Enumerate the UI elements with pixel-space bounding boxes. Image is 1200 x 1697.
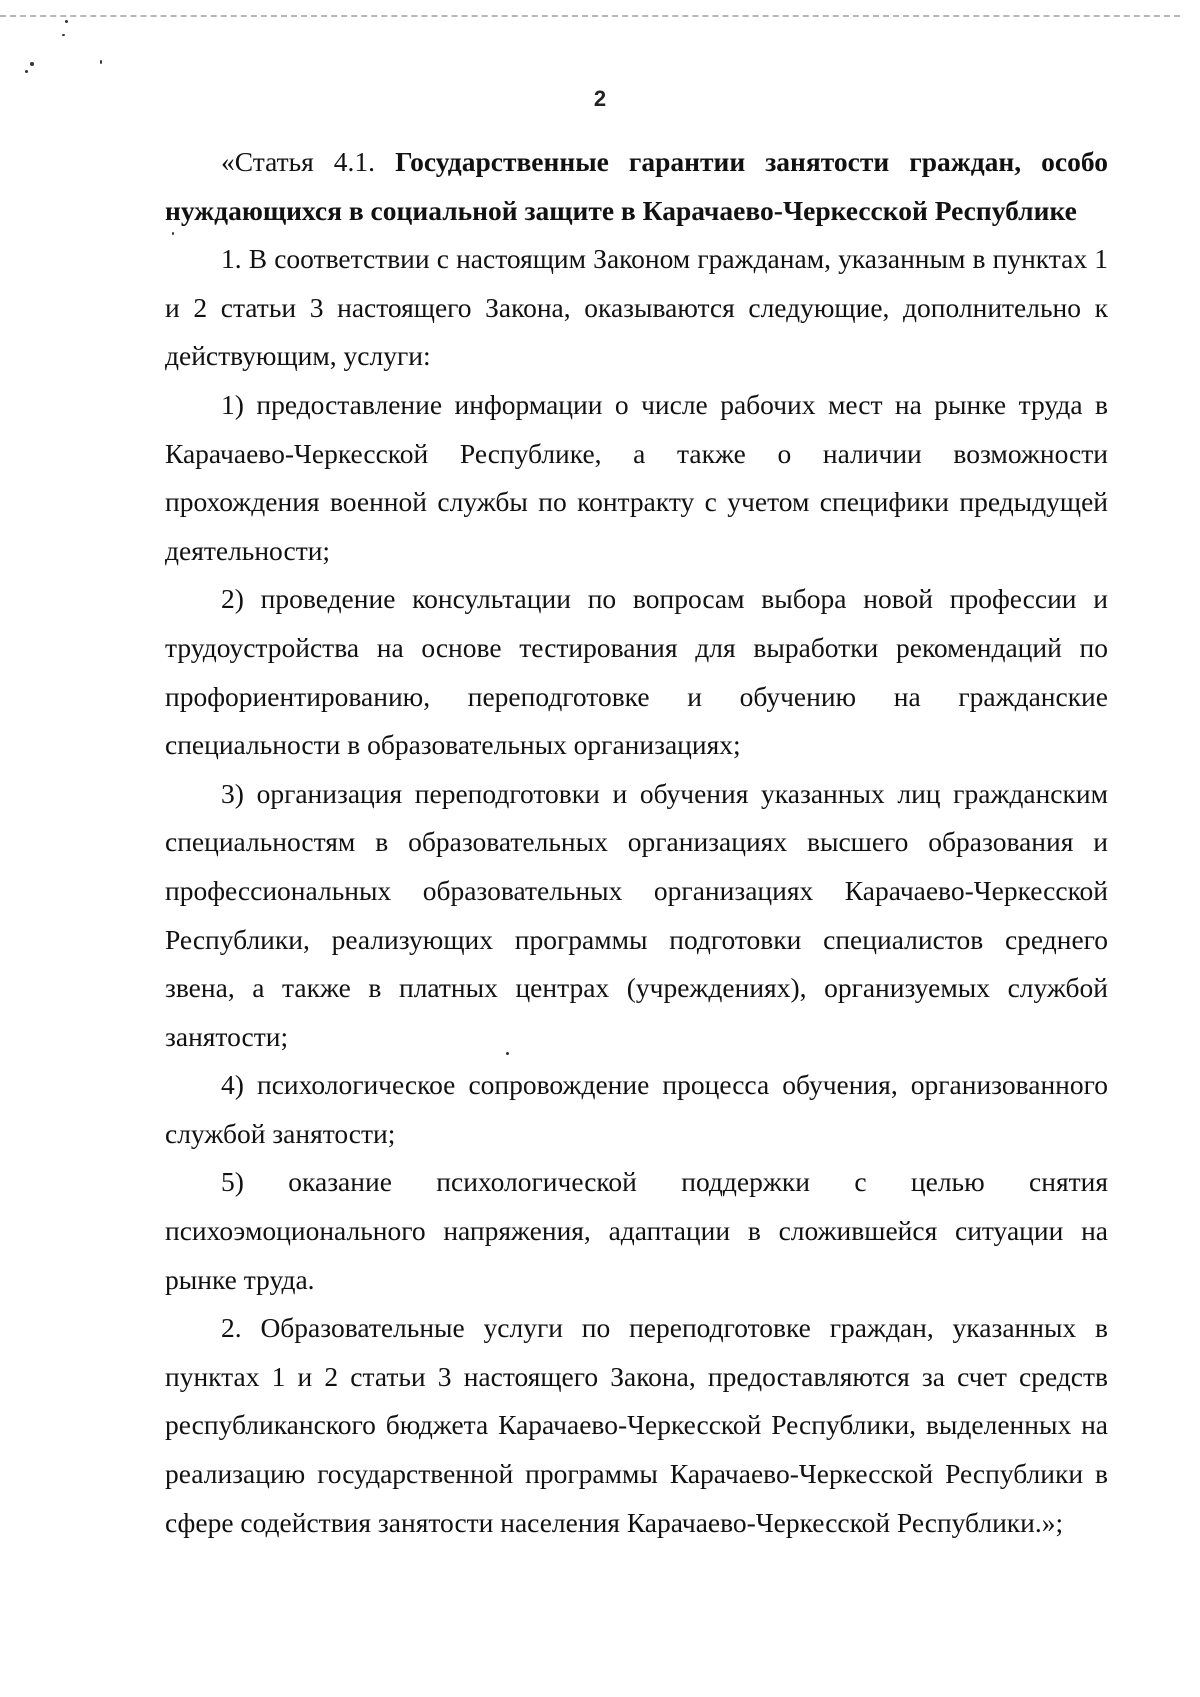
article-prefix: «Статья 4.1. xyxy=(221,146,376,177)
scan-edge-line xyxy=(0,15,1180,17)
paragraph-2: 2. Образовательные услуги по переподготовке граждан, указанных в пунктах 1 и 2 статьи 3 настоящего Закона, предоставляются за счет средств республиканского бюджета Карачаево-Черкесской Республики, выделенных на реализацию государственной программы Карачаево-Черкесской Республики в сфере содействия занятости населения Карачаево-Черкесской Республики.»; xyxy=(165,1312,1108,1538)
page-number: 2 xyxy=(593,86,607,111)
scan-speck xyxy=(65,20,68,23)
article-heading xyxy=(165,138,1108,235)
scan-speck xyxy=(25,70,28,73)
scan-speck xyxy=(30,62,34,66)
article-title: Государственные гарантии занятости граждан, особо нуждающихся в социальной защите в Карачаево-Черкесской Республике xyxy=(165,146,1108,226)
paragraph-1: 1. В соответствии с настоящим Законом гражданам, указанным в пунктах 1 и 2 статьи 3 настоящего Закона, оказываются следующие, дополнительно к действующим, услуги: xyxy=(165,243,1108,372)
list-item-3: 3) организация переподготовки и обучения указанных лиц гражданским специальностям в образовательных организациях высшего образования и профессиональных образовательных организациях Карачаево-Черкесской Республики, реализующих программы подготовки специалистов среднего звена, а также в платных центрах (учреждениях), организуемых службой занятости; xyxy=(165,777,1108,1052)
list-item-4: 4) психологическое сопровождение процесса обучения, организованного службой занятости; xyxy=(165,1069,1108,1149)
list-item-1: 1) предоставление информации о числе рабочих мест на рынке труда в Карачаево-Черкесской Республике, а также о наличии возможности прохождения военной службы по контракту с учетом специфики предыдущей деятельности; xyxy=(165,388,1108,566)
list-item-2: 2) проведение консультации по вопросам выбора новой профессии и трудоустройства на основе тестирования для выработки рекомендаций по профориентированию, переподготовке и обучению на гражданские специальности в образовательных организациях; xyxy=(165,583,1108,761)
scan-speck xyxy=(62,34,65,36)
scan-speck xyxy=(100,60,102,64)
list-item-5: 5) оказание психологической поддержки с целью снятия психоэмоционального напряжения, адаптации в сложившейся ситуации на рынке труда. xyxy=(165,1166,1108,1295)
document-body xyxy=(165,138,1108,1547)
